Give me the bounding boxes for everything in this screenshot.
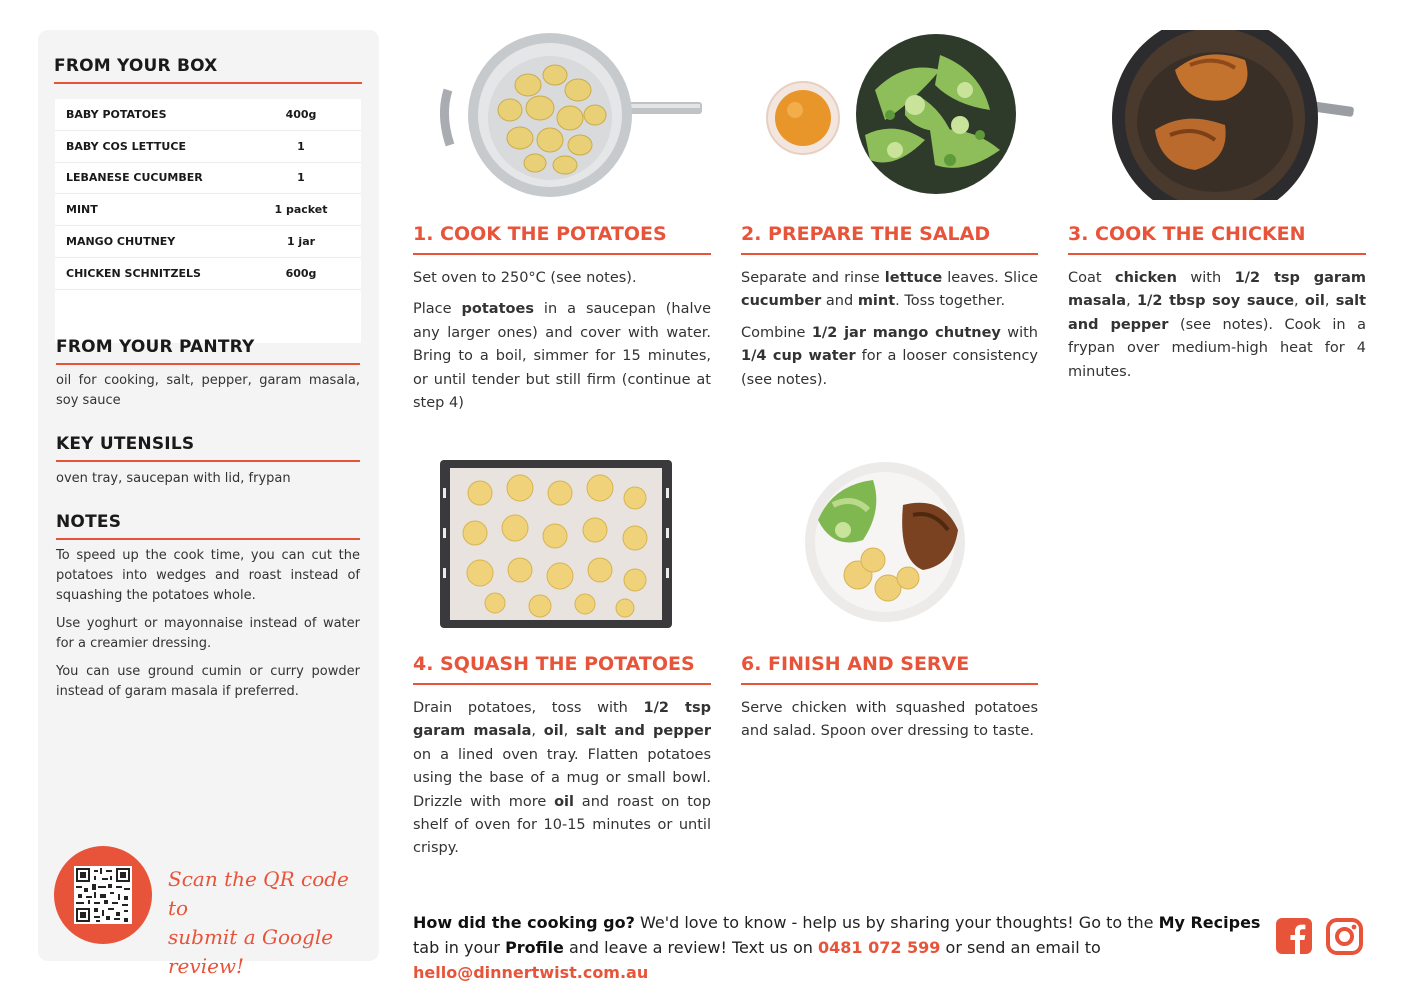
note-1: To speed up the cook time, you can cut the potatoes into wedges and roast instead of squashing the potatoes whole. <box>56 548 360 603</box>
step-6-title: 6. FINISH AND SERVE <box>741 653 970 675</box>
ingredient-qty: 1 packet <box>274 203 328 217</box>
text: Coat <box>1068 270 1116 286</box>
divider <box>741 253 1038 255</box>
ingredient-name: LEBANESE CUCUMBER <box>66 171 203 185</box>
ingredient-name: MANGO CHUTNEY <box>66 235 176 249</box>
divider <box>741 683 1038 685</box>
text: in a saucepan (halve any larger ones) and cover with water. Bring to a boil, simmer for 15 minutes, or until tender but still firm (continue at step 4) <box>413 301 711 412</box>
ingredient-name: BABY POTATOES <box>66 107 167 121</box>
plated-dish-photo <box>803 460 968 625</box>
text: , <box>563 723 576 740</box>
text: with <box>1000 324 1038 341</box>
note-2: Use yoghurt or mayonnaise instead of water for a creamier dressing. <box>56 616 360 651</box>
ingredient-qty: 400g <box>285 107 317 121</box>
ingredient-highlight: potatoes <box>461 301 534 318</box>
ingredient-highlight: salt and pepper <box>1068 293 1367 333</box>
salad-photo <box>765 30 1020 200</box>
step-2-para-2 <box>741 322 1038 392</box>
profile-link[interactable]: Profile <box>505 938 564 957</box>
instagram-icon[interactable] <box>1326 918 1363 955</box>
text: for a looser consistency (see notes). <box>741 348 1038 388</box>
qr-caption-line1: Scan the QR code to <box>168 867 349 920</box>
divider <box>413 253 711 255</box>
step-1-title: 1. COOK THE POTATOES <box>413 223 667 245</box>
step-2-title: 2. PREPARE THE SALAD <box>741 223 991 245</box>
text: leaves. Slice <box>942 270 1038 286</box>
ingredient-highlight: 1/2 tbsp soy sauce <box>1136 293 1295 310</box>
divider <box>1068 253 1366 255</box>
ingredient-highlight: 1/4 cup water <box>741 348 856 365</box>
potatoes-tray-photo <box>440 458 673 630</box>
qr-badge[interactable] <box>54 846 152 944</box>
step-1-body <box>413 267 711 423</box>
step-4-title: 4. SQUASH THE POTATOES <box>413 653 695 675</box>
divider <box>56 460 360 462</box>
text: and <box>821 293 858 310</box>
step-4-body <box>413 697 711 869</box>
qr-code[interactable] <box>74 866 132 924</box>
divider <box>56 538 360 540</box>
ingredients-table <box>55 99 361 343</box>
table-row <box>55 163 361 195</box>
step-1-para-1: Set oven to 250°C (see notes). <box>413 270 637 286</box>
ingredient-qty: 1 jar <box>286 235 316 249</box>
utensils-title: KEY UTENSILS <box>56 434 195 454</box>
step-4-para-1 <box>413 697 711 861</box>
step-6-body <box>741 697 1038 752</box>
ingredient-qty: 600g <box>285 266 317 280</box>
my-recipes-link[interactable]: My Recipes <box>1158 913 1261 932</box>
potatoes-pot-photo <box>440 30 705 200</box>
ingredient-highlight: chicken <box>1115 270 1177 286</box>
text: tab in your <box>413 938 506 957</box>
text: on a lined oven tray. Flatten potatoes using the base of a mug or small bowl. Drizzle with more <box>413 746 711 810</box>
text: , <box>531 723 544 740</box>
text: . Toss together. <box>895 293 1006 310</box>
ingredients-sidebar <box>38 30 379 978</box>
ingredient-highlight: lettuce <box>884 270 943 286</box>
table-row <box>55 194 361 226</box>
ingredient-name: CHICKEN SCHNITZELS <box>66 266 201 280</box>
step-3-body <box>1068 267 1366 392</box>
step-2-body <box>741 267 1038 400</box>
text: or send an email to <box>940 938 1101 957</box>
footer-question: How did the cooking go? <box>413 913 635 932</box>
ingredient-name: BABY COS LETTUCE <box>66 139 186 153</box>
qr-caption <box>168 865 368 981</box>
qr-caption-line2: submit a Google review! <box>168 925 334 978</box>
table-row <box>55 226 361 258</box>
text: and roast on top shelf of oven for 10-15 minutes or until crispy. <box>413 793 711 857</box>
step-3-title: 3. COOK THE CHICKEN <box>1068 223 1306 245</box>
text: We'd love to know - help us by sharing your thoughts! Go to the <box>634 913 1159 932</box>
text: , <box>1294 293 1305 310</box>
ingredient-highlight: mint <box>857 293 896 310</box>
note-3: You can use ground cumin or curry powder instead of garam masala if preferred. <box>56 664 360 699</box>
ingredient-highlight: 1/2 jar mango chutney <box>811 324 1001 341</box>
ingredient-highlight: oil <box>554 793 574 810</box>
divider <box>413 683 711 685</box>
table-row <box>55 258 361 290</box>
ingredient-qty: 1 <box>297 139 305 153</box>
text: and leave a review! Text us on <box>563 938 818 957</box>
ingredient-highlight: cucumber <box>741 293 822 310</box>
ingredient-highlight: salt and pepper <box>575 723 711 740</box>
text: (see notes). Cook in a frypan over medium-high heat for 4 minutes. <box>1068 316 1366 380</box>
phone-link[interactable]: 0481 072 599 <box>817 938 941 957</box>
ingredient-name: MINT <box>66 203 98 217</box>
ingredient-highlight: oil <box>543 723 564 740</box>
table-row <box>55 131 361 163</box>
pantry-title: FROM YOUR PANTRY <box>56 337 255 357</box>
feedback-footer <box>413 910 1263 985</box>
utensils-text: oven tray, saucepan with lid, frypan <box>56 471 291 486</box>
ingredient-highlight: oil <box>1304 293 1325 310</box>
text: , <box>1324 293 1336 310</box>
text: Place <box>413 301 462 318</box>
facebook-icon[interactable] <box>1276 918 1312 954</box>
notes-title: NOTES <box>56 512 122 532</box>
text: Drain potatoes, toss with <box>413 700 644 716</box>
divider <box>56 363 360 365</box>
text: Separate and rinse <box>741 270 885 286</box>
divider <box>54 82 362 84</box>
step-6-para-1: Serve chicken with squashed potatoes and salad. Spoon over dressing to taste. <box>741 700 1038 740</box>
email-link[interactable]: hello@dinnertwist.com.au <box>413 963 649 982</box>
ingredient-highlight: 1/2 tsp garam masala <box>413 700 711 740</box>
step-1-para-2 <box>413 298 711 415</box>
table-row <box>55 99 361 131</box>
chicken-frypan-photo <box>1105 30 1360 200</box>
text: Combine <box>741 324 812 341</box>
ingredient-highlight: 1/2 tsp garam masala <box>1068 270 1366 310</box>
step-2-para-1 <box>741 267 1038 314</box>
pantry-text: oil for cooking, salt, pepper, garam masala, soy sauce <box>56 373 360 408</box>
text: with <box>1176 270 1235 286</box>
step-3-para-1 <box>1068 267 1366 384</box>
text: , <box>1126 293 1137 310</box>
from-your-box-title: FROM YOUR BOX <box>54 56 218 76</box>
ingredient-qty: 1 <box>297 171 305 185</box>
